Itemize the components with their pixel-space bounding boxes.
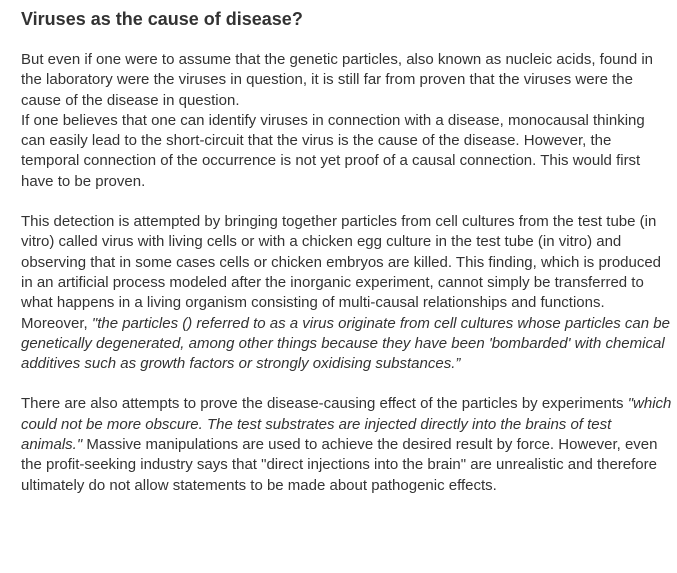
paragraph-experiments <box>21 394 673 495</box>
paragraph-monocausal-thinking: If one believes that one can identify viruses in connection with a disease, monocausal thinking can easily lead to the short-circuit that the virus is the cause of the disease. However, the temporal connection of the occurrence is not yet proof of a causal connection. This would first have to be proven. <box>21 111 645 190</box>
experiments-text-end: Massive manipulations are used to achieve the desired result by force. However, even the profit-seeking industry says that "direct injections into the brain" are unrealistic and therefore ultimately do not allow statements to be made about pathogenic effects. <box>21 436 658 494</box>
article <box>21 0 673 496</box>
paragraph-nucleic-acids: But even if one were to assume that the genetic particles, also known as nucleic acids, found in the laboratory were the viruses in question, it is still far from proven that the viruses were the cause of the disease in question. <box>21 51 654 109</box>
experiments-quote: "which could not be more obscure. The test substrates are injected directly into the brains of test animals." <box>21 395 672 454</box>
article-title: Viruses as the cause of disease? <box>21 9 303 29</box>
detection-quote: "the particles () referred to as a virus originate from cell cultures whose particles can be genetically degenerated, among other things because they have been 'bombarded' with chemical additives such as growth factors or strongly oxidising substances.” <box>21 314 670 373</box>
paragraph-detection <box>21 212 673 374</box>
detection-text: This detection is attempted by bringing together particles from cell cultures from the test tube (in vitro) called virus with living cells or with a chicken egg culture in the test tube (in vitro) and observing that in some cases cells or chicken embryos are killed. This finding, which is produced in an artificial process modeled after the inorganic experiment, cannot simply be transferred to what happens in a living organism consisting of multi-causal relationships and functions. Moreover, <box>21 213 662 332</box>
experiments-text-start: There are also attempts to prove the disease-causing effect of the particles by experiments <box>21 395 628 413</box>
